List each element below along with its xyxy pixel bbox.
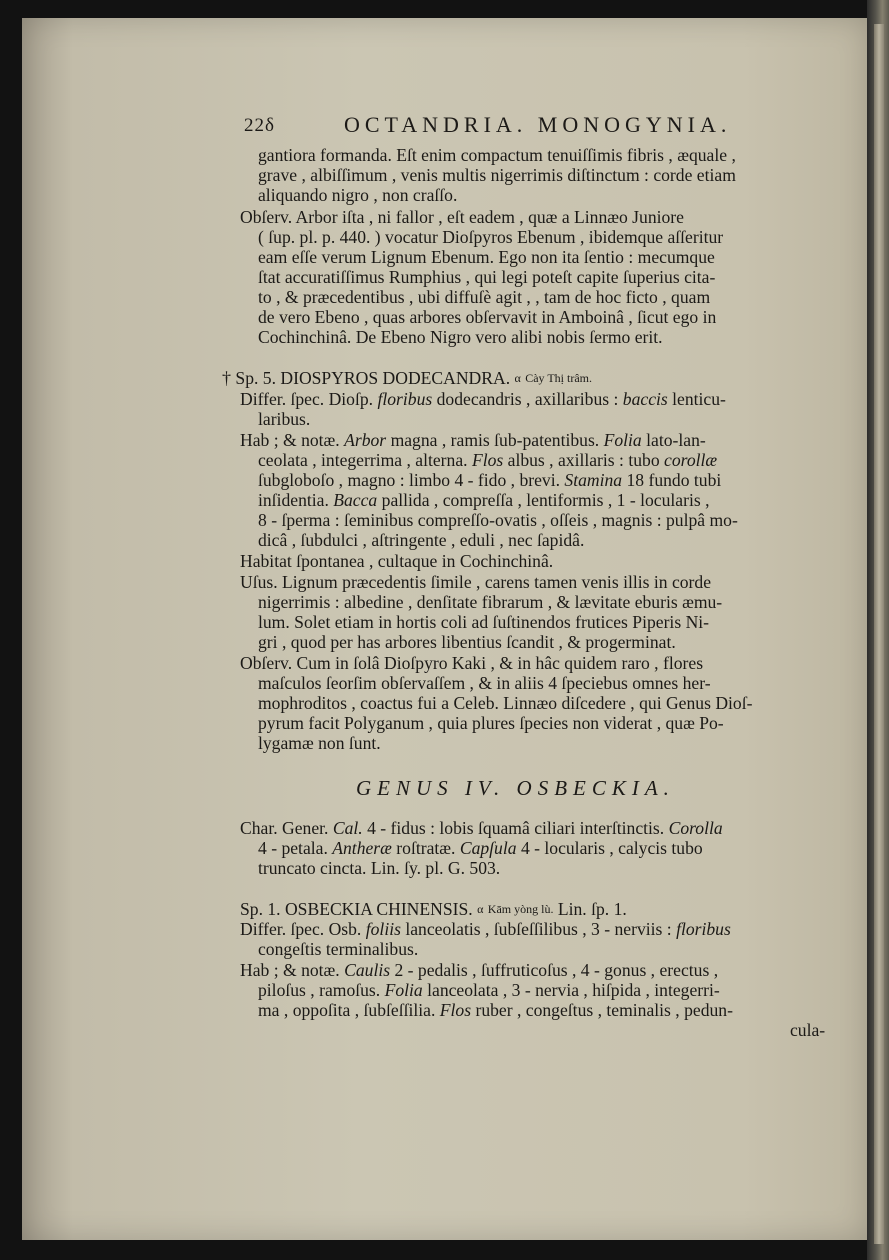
text-line: grave , albiſſimum , venis multis nigerrimis diſtinctum : corde etiam [258, 165, 736, 185]
text-line: Differ. ſpec. Dioſp. floribus dodecandris , axillaribus : baccis lenticu- [240, 389, 726, 409]
page-edge [867, 0, 889, 1260]
text-line: maſculos ſeorſim obſervaſſem , & in aliis 4 ſpeciebus omnes her- [258, 673, 711, 693]
text-line: eam eſſe verum Lignum Ebenum. Ego non ita ſentio : mecumque [258, 247, 715, 267]
text-line: ceolata , integerrima , alterna. Flos albus , axillaris : tubo corollæ [258, 450, 718, 470]
text-line: Char. Gener. Cal. 4 - fidus : lobis ſquamâ ciliari interſtinctis. Corolla [240, 818, 723, 838]
running-header [244, 112, 732, 137]
text-line: de vero Ebeno , quas arbores obſervavit in Amboinâ , ſicut ego in [258, 307, 717, 327]
text-line: gantiora formanda. Eſt enim compactum tenuiſſimis fibris , æquale , [258, 145, 736, 165]
text-line: Obſerv. Cum in ſolâ Dioſpyro Kaki , & in hâc quidem raro , flores [240, 653, 704, 673]
text-line: ma , oppoſita , ſubſeſſilia. Flos ruber , congeſtus , teminalis , pedun- [258, 1000, 733, 1020]
text-line: gri , quod per has arbores libentius ſcandit , & progerminat. [258, 632, 676, 652]
text-line: laribus. [258, 409, 311, 429]
vernacular-name: Kām yòng lù. [487, 902, 554, 916]
text-line: dicâ , ſubdulci , aſtringente , eduli , nec ſapidâ. [258, 530, 585, 550]
text-line: 8 - ſperma : ſeminibus compreſſo-ovatis , oſſeis , magnis : pulpâ mo- [258, 510, 738, 530]
text-line: to , & præcedentibus , ubi diffuſè agit , , tam de hoc ficto , quam [258, 287, 711, 307]
text-line: truncato cincta. Lin. ſy. pl. G. 503. [258, 858, 501, 878]
text-line: congeſtis terminalibus. [258, 939, 419, 959]
text-line: mophroditos , coactus fui a Celeb. Linnæo diſcedere , qui Genus Dioſ- [258, 693, 753, 713]
text-line: piloſus , ramoſus. Folia lanceolata , 3 - nervia , hiſpida , integerri- [258, 980, 720, 1000]
text-line: Uſus. Lignum præcedentis ſimile , carens tamen venis illis in corde [240, 572, 712, 592]
text-line: Obſerv. Arbor iſta , ni fallor , eſt eadem , quæ a Linnæo Juniore [240, 207, 684, 227]
text-line: 4 - petala. Antheræ roſtratæ. Capſula 4 - locularis , calycis tubo [258, 838, 703, 858]
text-line: inſidentia. Bacca pallida , compreſſa , lentiformis , 1 - locularis , [258, 490, 710, 510]
text-line: ſtat accuratiſſimus Rumphius , qui legi poteſt capite ſuperius cita- [258, 267, 716, 287]
text-line: lum. Solet etiam in hortis coli ad ſuſtinendos frutices Piperis Ni- [258, 612, 710, 632]
species-heading: † Sp. 5. DIOSPYROS DODECANDRA. α Cày Thị trâm. [222, 368, 592, 388]
text-line: Cochinchinâ. De Ebeno Nigro vero alibi nobis ſermo erit. [258, 327, 663, 347]
text-line: aliquando nigro , non craſſo. [258, 185, 458, 205]
text-line: Hab ; & notæ. Arbor magna , ramis ſub-patentibus. Folia lato-lan- [240, 430, 706, 450]
catchword: cula- [790, 1020, 826, 1040]
vernacular-name: Cày Thị trâm. [525, 371, 592, 385]
running-title: OCTANDRIA. MONOGYNIA. [344, 112, 732, 137]
page-number: 22δ [244, 115, 275, 136]
text-line: pyrum facit Polyganum , quia plures ſpecies non viderat , quæ Po- [258, 713, 724, 733]
text-line: lygamæ non ſunt. [258, 733, 381, 753]
text-line: Hab ; & notæ. Caulis 2 - pedalis , ſuffruticoſus , 4 - gonus , erectus , [240, 960, 719, 980]
text-line: Differ. ſpec. Osb. foliis lanceolatis , ſubſeſſilibus , 3 - nerviis : floribus [240, 919, 731, 939]
species-heading: Sp. 1. OSBECKIA CHINENSIS. α Kām yòng lù. Lin. ſp. 1. [240, 899, 627, 919]
genus-heading: GENUS IV. OSBECKIA. [356, 776, 675, 800]
text-line: Habitat ſpontanea , cultaque in Cochinchinâ. [240, 551, 554, 571]
text-line: ( ſup. pl. p. 440. ) vocatur Dioſpyros Ebenum , ibidemque aſſeritur [258, 227, 724, 247]
text-line: nigerrimis : albedine , denſitate fibrarum , & lævitate eburis æmu- [258, 592, 723, 612]
dagger-mark: † [222, 368, 231, 388]
text-line: ſubgloboſo , magno : limbo 4 - fido , brevi. Stamina 18 fundo tubi [258, 470, 722, 490]
